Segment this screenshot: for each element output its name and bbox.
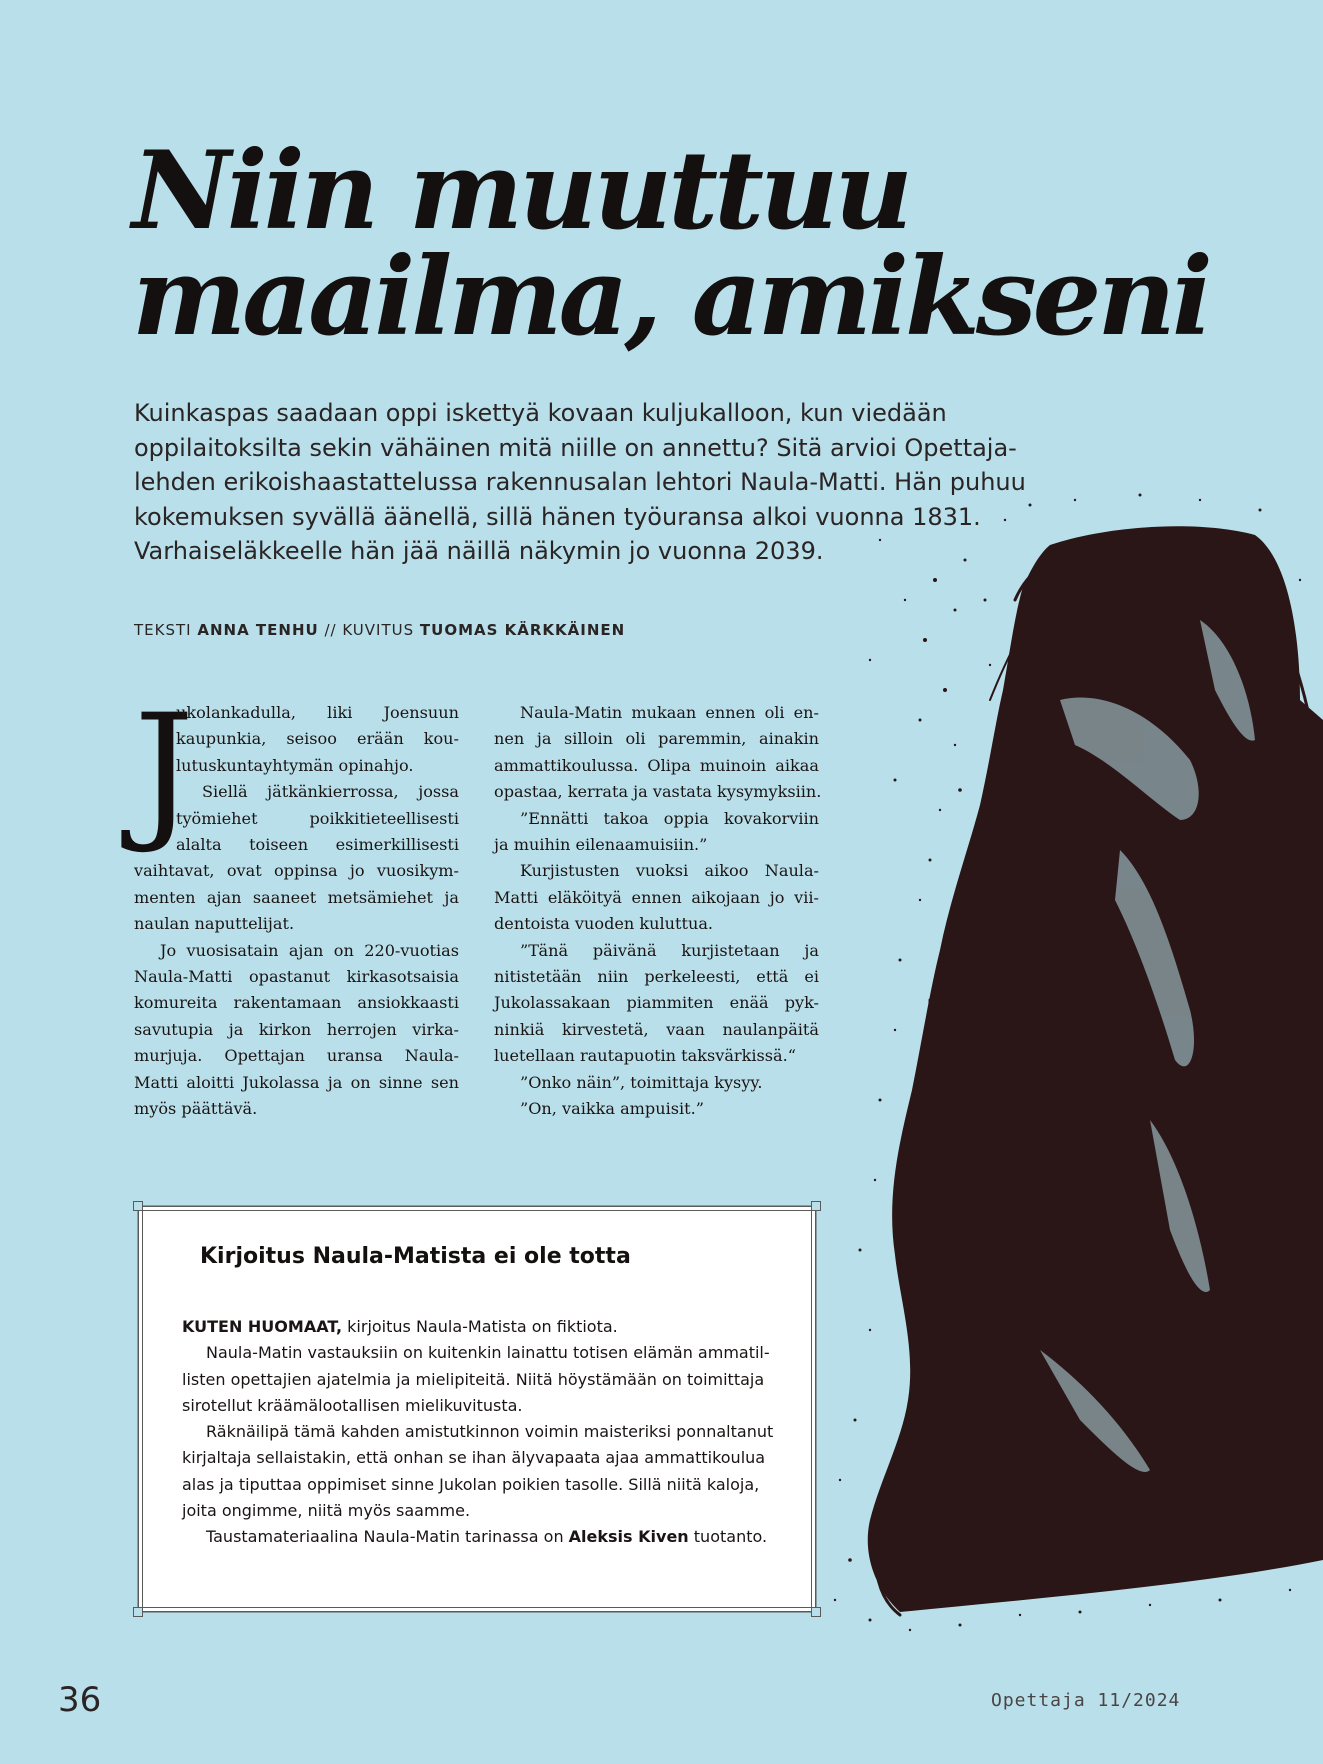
body-line: kaupunkia, seisoo erään kou-: [176, 729, 459, 749]
illustrator-name: TUOMAS KÄRKKÄINEN: [419, 621, 626, 639]
illustration-label: KUVITUS: [342, 621, 415, 639]
info-box-line: listen opettajien ajatelmia ja mielipiteitä. Niitä höystämään on toimittaja: [182, 1369, 765, 1389]
magazine-issue: Opettaja 11/2024: [991, 1690, 1181, 1711]
body-line: Jukolassakaan piammiten enää pyk-: [494, 993, 819, 1013]
info-box-line: alas ja tiputtaa oppimiset sinne Jukolan poikien tasolle. Sillä niitä kaloja,: [182, 1474, 760, 1494]
info-box-line: Naula-Matin vastauksiin on kuitenkin lainattu totisen elämän ammatil-: [206, 1343, 770, 1363]
byline: [134, 621, 625, 639]
body-column-1: [134, 683, 459, 1123]
lead-line: Kuinkaspas saadaan oppi iskettyä kovaan kuljukalloon, kun viedään: [134, 399, 947, 427]
frame-corner-ornament: [811, 1201, 821, 1211]
lead-line: kokemuksen syvällä äänellä, sillä hänen työuransa alkoi vuonna 1831.: [134, 502, 981, 531]
info-box-line: joita ongimme, niitä myös saamme.: [182, 1501, 471, 1521]
page-number: 36: [58, 1680, 102, 1720]
body-line: ”Onko näin”, toimittaja kysyy.: [520, 1072, 763, 1092]
body-line: vaihtavat, ovat oppinsa jo vuosikym-: [134, 861, 459, 881]
info-box: [142, 1210, 812, 1608]
info-box-lead-text: kirjoitus Naula-Matista on fiktiota.: [347, 1317, 618, 1336]
body-line: luetellaan rautapuotin taksvärkissä.“: [494, 1046, 796, 1066]
body-line: Siellä jätkänkierrossa, jossa: [202, 782, 459, 802]
source-text: Taustamateriaalina Naula-Matin tarinassa on: [206, 1527, 564, 1547]
author-name: ANNA TENHU: [197, 621, 319, 639]
body-line: ”Ennätti takoa oppia kovakorviin: [520, 808, 819, 828]
title-line-1: Niin muuttuu: [132, 128, 910, 254]
body-line: naulan naputtelijat.: [134, 914, 295, 934]
frame-corner-ornament: [133, 1607, 143, 1617]
body-line: nen ja silloin oli paremmin, ainakin: [494, 729, 819, 749]
info-box-title: Kirjoitus Naula-Matista ei ole totta: [200, 1244, 631, 1269]
body-line: dentoista vuoden kuluttua.: [494, 914, 714, 934]
frame-corner-ornament: [133, 1201, 143, 1211]
source-author: Aleksis Kiven: [568, 1527, 689, 1547]
body-line: työmiehet poikkitieteellisesti: [176, 808, 459, 828]
body-line: ninkiä kirvestetä, vaan naulanpäitä: [494, 1019, 819, 1039]
body-line: Matti aloitti Jukolassa ja on sinne sen: [134, 1072, 459, 1092]
body-line: menten ajan saaneet metsämiehet ja: [134, 887, 459, 907]
body-line: opastaa, kerrata ja vastata kysymyksiin.: [494, 782, 822, 802]
info-box-lead-label: KUTEN HUOMAAT,: [182, 1317, 343, 1336]
info-box-body: [182, 1314, 774, 1551]
body-line: ammattikoulussa. Olipa muinoin aikaa: [494, 755, 819, 775]
drop-cap: J: [134, 683, 195, 857]
body-line: savutupia ja kirkon herrojen virka-: [134, 1019, 459, 1039]
lead-line: lehden erikoishaastattelussa rakennusalan lehtori Naula-Matti. Hän puhuu: [134, 468, 1026, 496]
frame-corner-ornament: [811, 1607, 821, 1617]
body-line: alalta toiseen esimerkillisesti: [176, 835, 459, 855]
body-line: ”On, vaikka ampuisit.”: [520, 1099, 704, 1119]
text-label: TEKSTI: [134, 621, 192, 639]
body-line: Naula-Matin mukaan ennen oli en-: [520, 703, 819, 722]
lead-line: oppilaitoksilta sekin vähäinen mitä niille on annettu? Sitä arvioi Opettaja-: [134, 433, 1017, 462]
body-line: murjuja. Opettajan uransa Naula-: [134, 1046, 459, 1066]
body-line: Naula-Matti opastanut kirkasotsaisia: [134, 967, 459, 987]
body-line: komureita rakentamaan ansiokkaasti: [134, 993, 459, 1013]
body-line: ja muihin eilenaamuisiin.”: [494, 835, 708, 855]
body-line: Jo vuosisatain ajan on 220-vuotias: [160, 940, 459, 960]
info-box-line: [182, 1314, 774, 1340]
body-line: ukolankadulla, liki Joensuun: [176, 703, 459, 722]
info-box-line: kirjaltaja sellaistakin, että onhan se ihan älyvapaata ajaa ammattikoulua: [182, 1448, 766, 1468]
info-box-line: sirotellut kräämälootallisen mielikuvitusta.: [182, 1395, 523, 1415]
article-title: [132, 128, 1212, 360]
body-column-2: [494, 700, 822, 1123]
body-line: Kurjistusten vuoksi aikoo Naula-: [520, 861, 819, 881]
info-box-line: [182, 1524, 774, 1550]
source-text-end: tuotanto.: [693, 1527, 768, 1547]
byline-separator: //: [324, 621, 337, 639]
body-line: lutuskuntayhtymän opinahjo.: [176, 755, 414, 775]
body-line: ”Tänä päivänä kurjistetaan ja: [520, 940, 819, 960]
title-line-2: maailma, amikseni: [132, 234, 1209, 360]
body-line: Matti eläköityä ennen aikojaan jo vii-: [494, 887, 819, 907]
body-line: nitistetään niin perkeleesti, että ei: [494, 967, 819, 987]
info-box-line: Räknäilipä tämä kahden amistutkinnon voimin maisteriksi ponnaltanut: [206, 1422, 774, 1442]
body-line: myös päättävä.: [134, 1099, 258, 1119]
article-lead: [134, 396, 1026, 569]
lead-line: Varhaiseläkkeelle hän jää näillä näkymin jo vuonna 2039.: [134, 537, 824, 565]
